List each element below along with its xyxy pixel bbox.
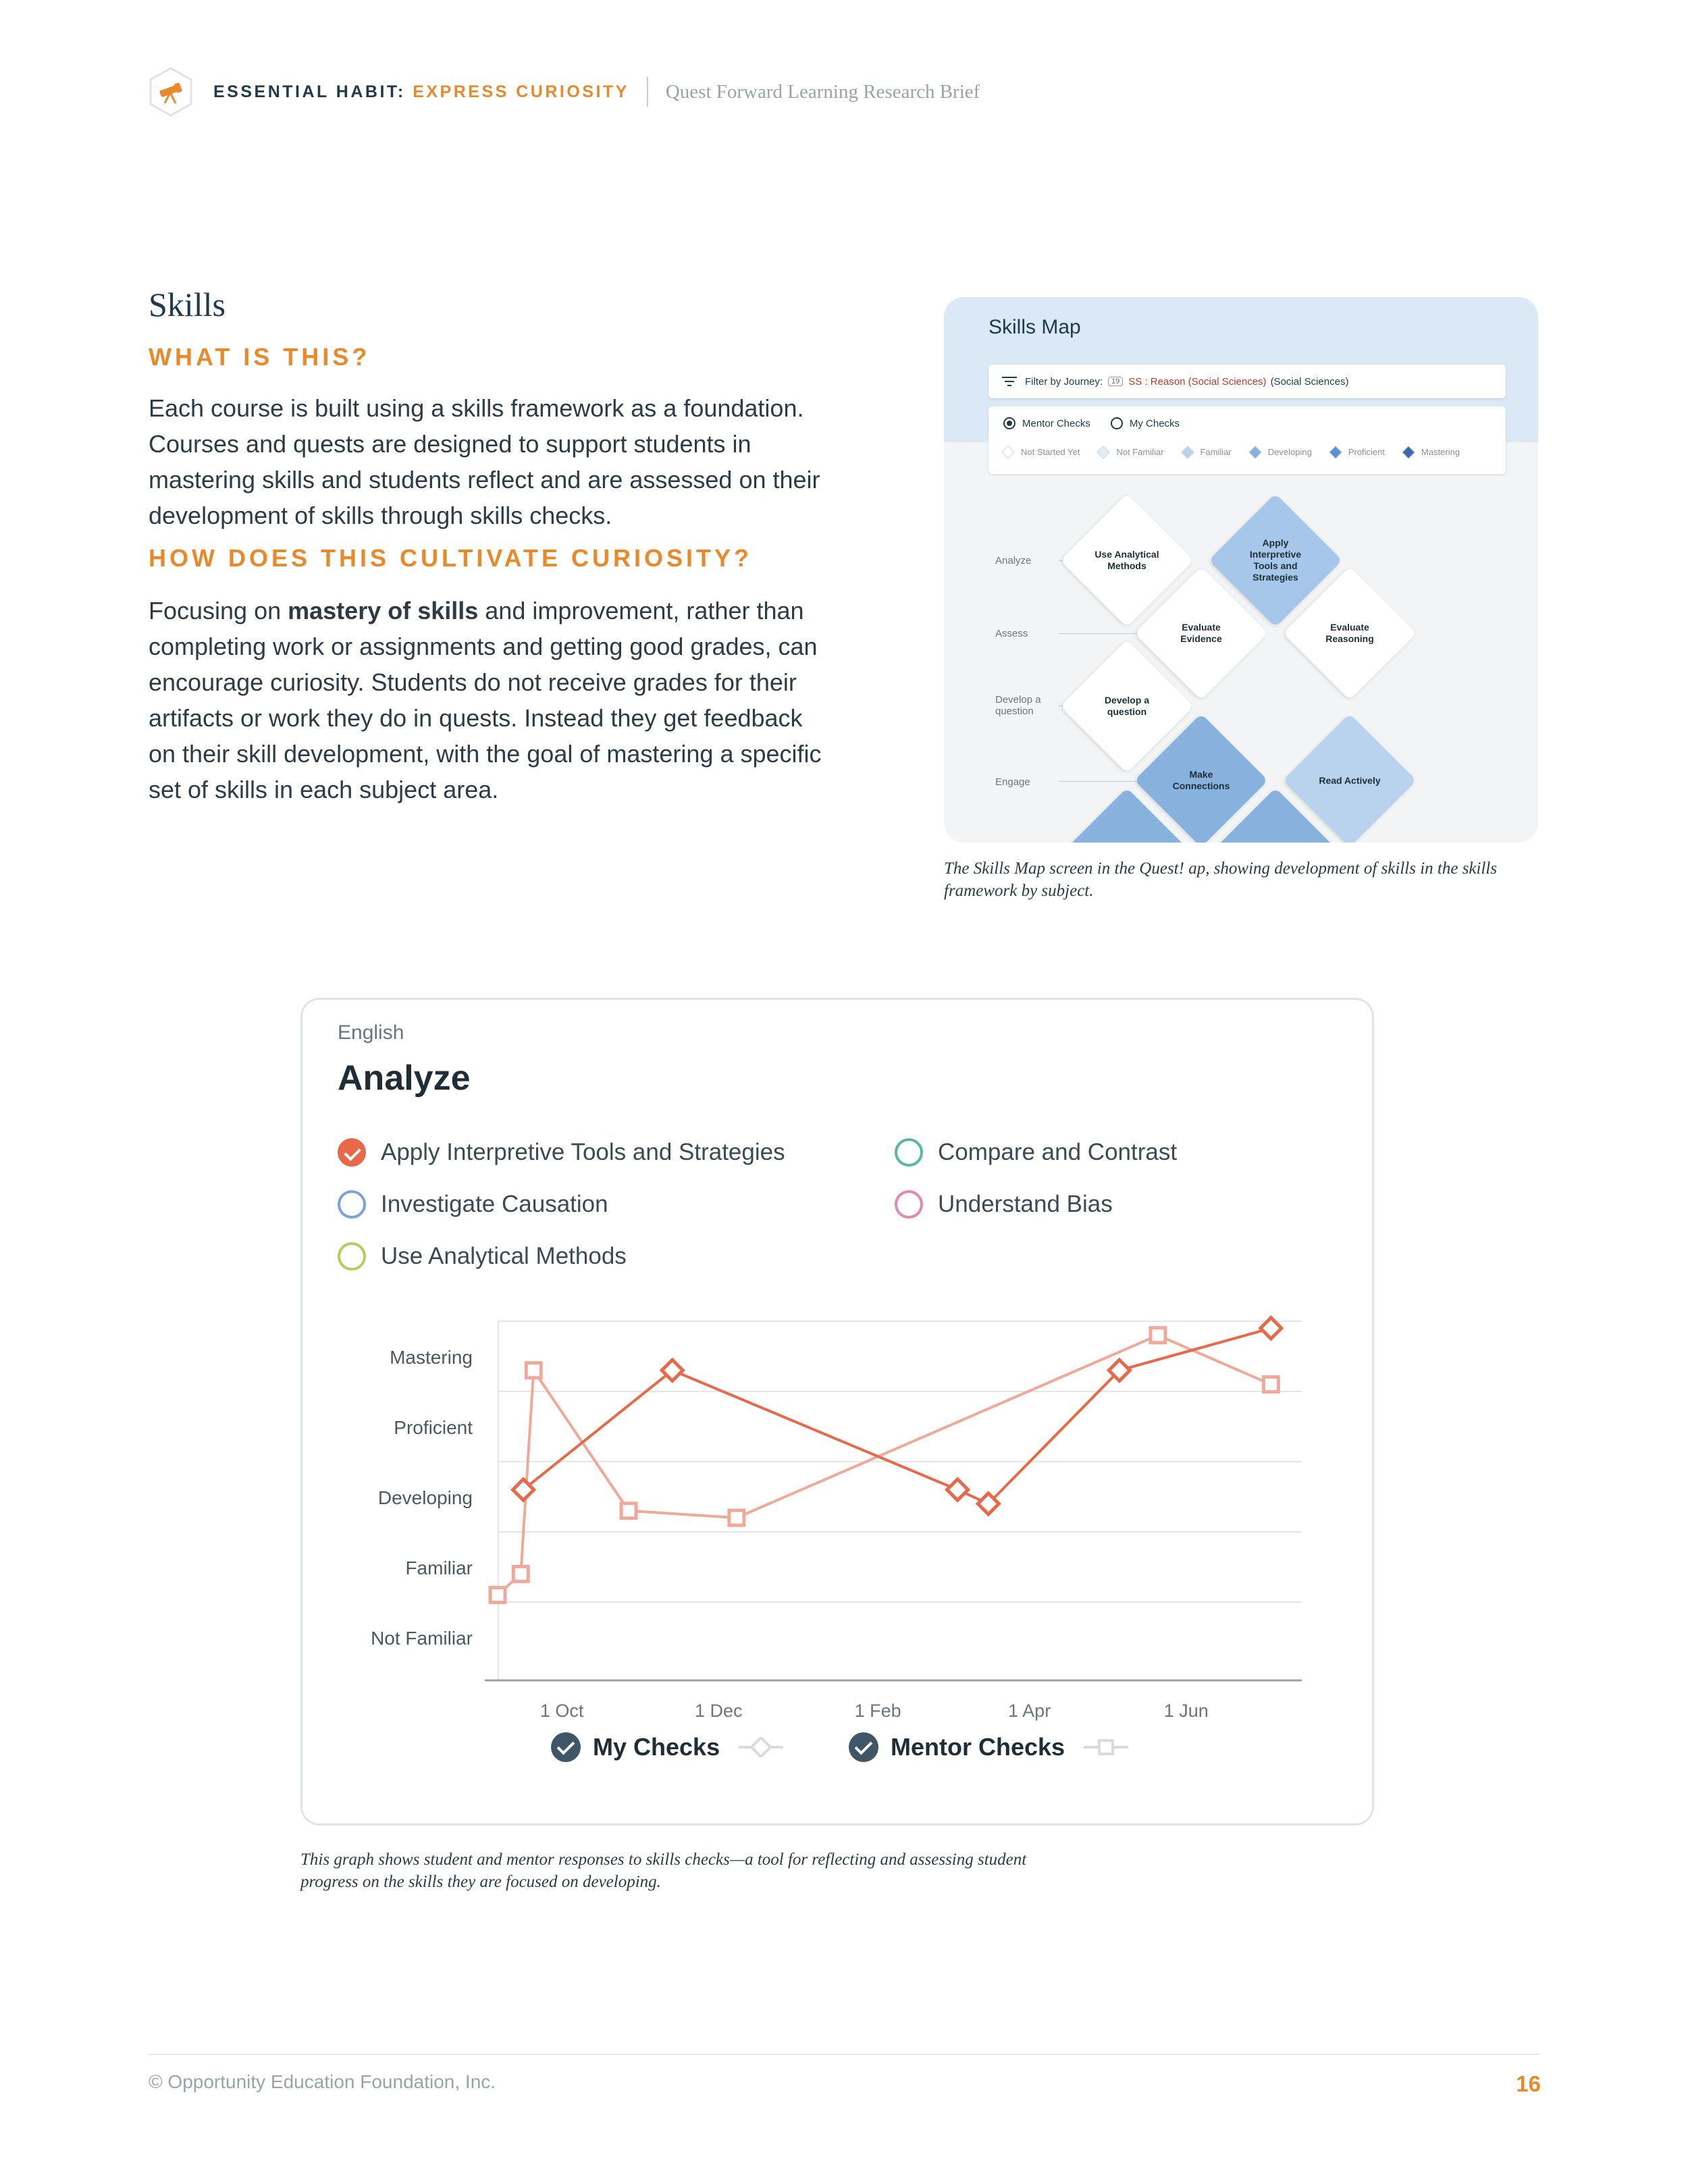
chart-caption: This graph shows student and mentor responses to skills checks—a tool for reflecting and assessing student progress on the skills they are focused on developing. — [300, 1850, 1027, 1891]
x-tick-label: 1 Dec — [694, 1701, 743, 1721]
row-label-engage: Engage — [995, 776, 1030, 788]
skill-option-understand-bias[interactable]: Understand Bias — [895, 1190, 1113, 1219]
x-tick-label: 1 Oct — [539, 1701, 584, 1721]
skill-diamond-apply-interpretive[interactable]: Apply Interpretive Tools and Strategies — [1208, 493, 1343, 628]
checkmark-icon — [849, 1732, 878, 1762]
y-tick-label: Developing — [377, 1487, 473, 1508]
skills-map-screenshot — [944, 297, 1538, 843]
curiosity-paragraph: Focusing on mastery of skills and improvement, rather than completing work or assignments and getting good grades, can encourage curiosity. Students do not receive grades for their artifacts or work they do in quests. Instead they get feedback on their skill development, with the goal of mastering a specific set of skills in each subject area. — [149, 597, 822, 803]
row-label-assess: Assess — [995, 628, 1028, 639]
section-title: Skills — [149, 286, 226, 323]
skill-diamond-use-analytical-methods[interactable]: Use Analytical Methods — [1059, 493, 1194, 628]
skill-diamond-partial — [1208, 787, 1343, 843]
skill-diamond-partial — [1059, 787, 1194, 843]
diamond-icon — [1181, 446, 1194, 459]
skill-option-investigate-causation[interactable]: Investigate Causation — [338, 1190, 608, 1219]
my-checks-radio[interactable] — [1111, 417, 1123, 429]
x-tick-label: 1 Apr — [1008, 1701, 1051, 1721]
what-is-this-paragraph: Each course is built using a skills framework as a foundation. Courses and quests are designed to support students in mastering skills and students reflect and are assessed on their development of skills through skills checks. — [149, 394, 820, 529]
level-legend-item: Proficient — [1331, 447, 1385, 457]
series-line-mentor-checks — [498, 1335, 1271, 1595]
skill-diamond-develop-question[interactable]: Develop a question — [1059, 639, 1194, 774]
skill-option-use-analytical-methods[interactable]: Use Analytical Methods — [338, 1242, 627, 1271]
y-tick-label: Proficient — [394, 1417, 473, 1438]
skill-diamond-make-connections[interactable]: Make Connections — [1134, 713, 1269, 843]
diamond-icon — [1097, 446, 1111, 459]
skill-diamond-evaluate-reasoning[interactable]: Evaluate Reasoning — [1282, 566, 1417, 701]
journey-filter[interactable]: Filter by Journey: 19 SS : Reason (Social Sciences) (Social Sciences) — [988, 365, 1506, 398]
level-legend-item: Not Familiar — [1099, 447, 1163, 457]
mentor-checks-point — [513, 1566, 528, 1581]
diamond-icon — [1329, 446, 1342, 459]
checkmark-icon — [551, 1732, 581, 1762]
copyright: © Opportunity Education Foundation, Inc. — [149, 2071, 496, 2092]
brief-title: Quest Forward Learning Research Brief — [665, 80, 980, 103]
mentor-checks-point — [490, 1588, 505, 1603]
skill-option-apply-interpretive[interactable]: Apply Interpretive Tools and Strategies — [338, 1138, 785, 1167]
skills-map-legend: Mentor Checks My Checks Not Started Yet Not Familiar Familiar Developing Proficient Mastering — [988, 406, 1506, 474]
page-number: 16 — [1516, 2071, 1541, 2096]
x-tick-label: 1 Jun — [1163, 1701, 1209, 1721]
analyze-chart-card — [300, 998, 1374, 1826]
mentor-checks-point — [1263, 1377, 1278, 1392]
curiosity-heading: HOW DOES THIS CULTIVATE CURIOSITY? — [149, 544, 752, 572]
my-checks-point — [947, 1479, 968, 1500]
level-legend-item: Developing — [1250, 447, 1312, 457]
mentor-checks-radio[interactable] — [1003, 417, 1016, 429]
skills-progress-chart — [302, 1000, 1372, 1823]
skill-option-compare-contrast[interactable]: Compare and Contrast — [895, 1138, 1177, 1167]
series-line-my-checks — [523, 1328, 1271, 1503]
mentor-checks-point — [526, 1363, 541, 1378]
chart-title: Analyze — [338, 1059, 471, 1098]
y-tick-label: Familiar — [405, 1557, 473, 1578]
row-label-develop: Develop a question — [995, 694, 1041, 717]
legend-mentor-checks[interactable]: Mentor Checks — [849, 1732, 1128, 1762]
chart-subject: English — [338, 1021, 404, 1044]
x-tick-label: 1 Feb — [854, 1701, 901, 1721]
diamond-icon — [1248, 446, 1262, 459]
skills-map-title: Skills Map — [988, 316, 1081, 338]
filter-icon — [1002, 376, 1017, 387]
journey-badge: 19 — [1108, 377, 1123, 386]
y-tick-label: Mastering — [390, 1347, 473, 1368]
row-label-analyze: Analyze — [995, 555, 1032, 566]
what-is-this-heading: WHAT IS THIS? — [149, 343, 371, 371]
skill-diamond-read-actively[interactable]: Read Actively — [1282, 713, 1417, 843]
diamond-marker-icon — [739, 1737, 783, 1757]
habit-title: ESSENTIAL HABIT: EXPRESS CURIOSITY — [213, 82, 629, 101]
header-divider — [647, 77, 648, 107]
diamond-icon — [1001, 446, 1015, 459]
footer-divider — [149, 2054, 1539, 2055]
level-legend-item: Not Started Yet — [1003, 447, 1080, 457]
square-marker-icon — [1084, 1737, 1128, 1757]
page-header — [149, 66, 980, 117]
skills-map-caption: The Skills Map screen in the Quest! ap, showing development of skills in the skills framework by subject. — [944, 859, 1498, 900]
mentor-checks-point — [1151, 1328, 1165, 1343]
level-legend-item: Mastering — [1404, 447, 1460, 457]
telescope-icon — [149, 67, 193, 117]
diamond-icon — [1402, 446, 1415, 459]
y-tick-label: Not Familiar — [371, 1628, 473, 1649]
mentor-checks-point — [729, 1510, 744, 1525]
level-legend-item: Familiar — [1183, 447, 1232, 457]
skill-diamond-evaluate-evidence[interactable]: Evaluate Evidence — [1134, 566, 1269, 701]
legend-my-checks[interactable]: My Checks — [551, 1732, 783, 1762]
mentor-checks-point — [621, 1503, 636, 1518]
